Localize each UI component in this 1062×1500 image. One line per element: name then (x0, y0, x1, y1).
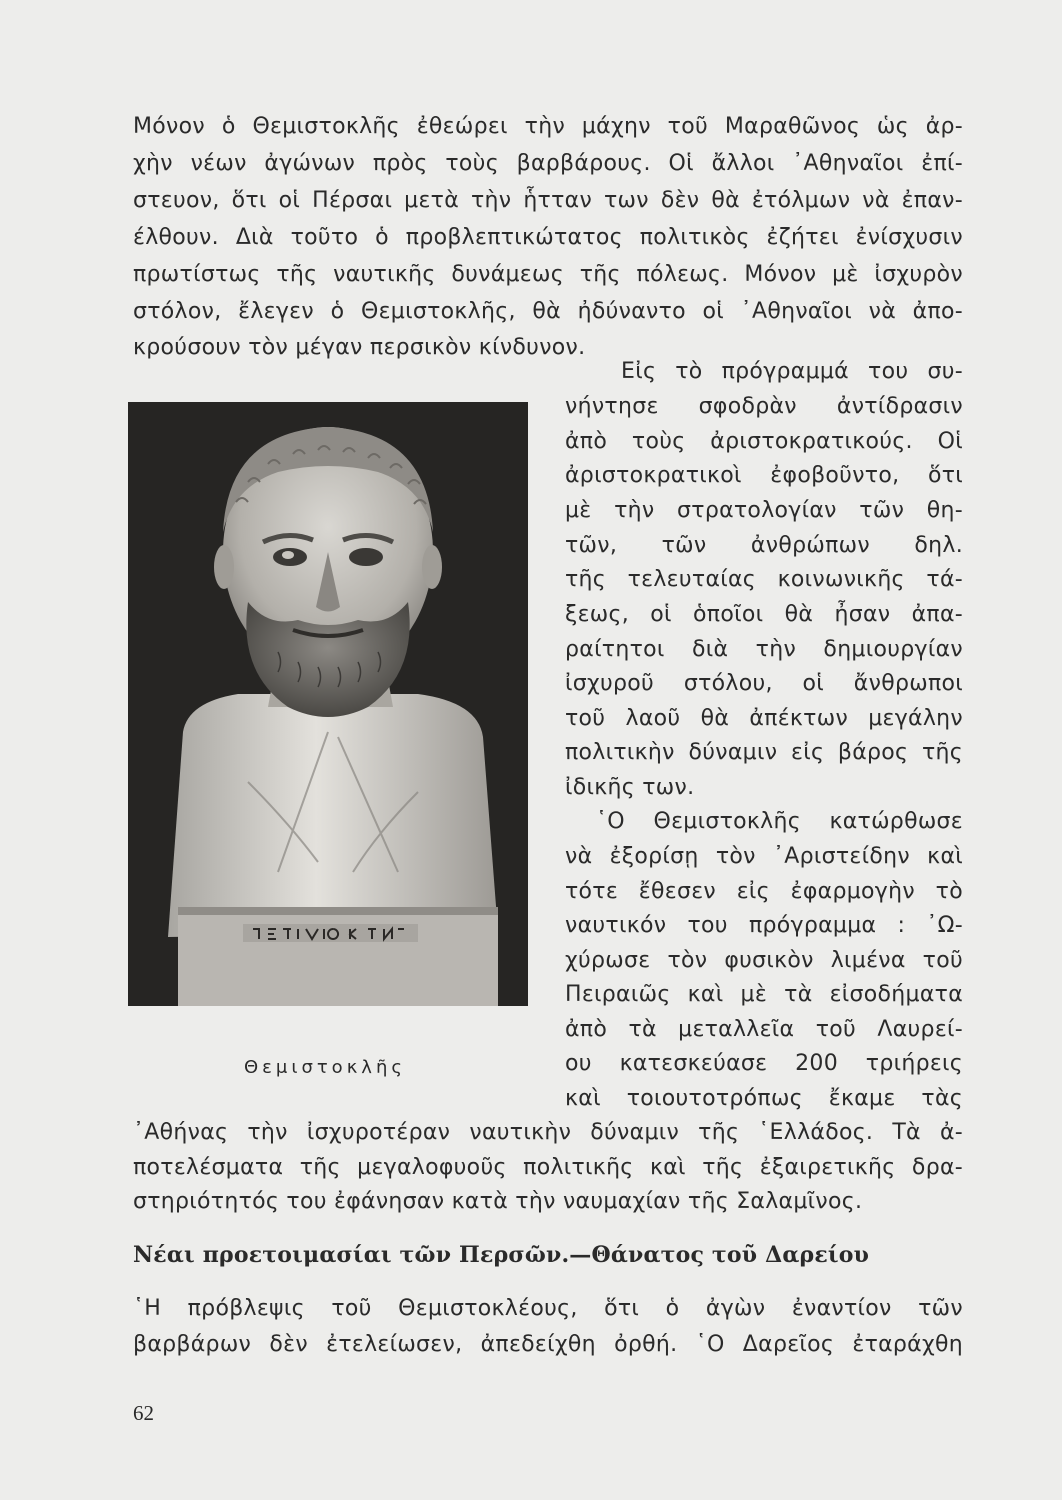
text-line: ραίτητοι διὰ τὴν δημιουργίαν (565, 637, 963, 662)
bust-photograph (128, 402, 528, 1006)
text-line: ἀριστοκρατικοὶ ἐφοβοῦντο, ὅτι (565, 463, 963, 488)
text-line: στόλον, ἔλεγεν ὁ Θεμιστοκλῆς, θὰ ἠδύναντο οἱ ᾿Αθηναῖοι νὰ ἀπο- (133, 299, 963, 324)
text-line: πολιτικὴν δύναμιν εἰς βάρος τῆς (565, 740, 963, 765)
text-line: Πειραιῶς καὶ μὲ τὰ εἰσοδήματα (565, 982, 963, 1007)
text-line: τοῦ λαοῦ θὰ ἀπέκτων μεγάλην (565, 706, 963, 731)
figure-caption: Θεμιστοκλῆς (244, 1057, 406, 1078)
text-line: στευον, ὅτι οἱ Πέρσαι μετὰ τὴν ἧτταν των δὲν θὰ ἐτόλμων νὰ ἐπαν- (133, 188, 963, 213)
page-number: 62 (133, 1401, 154, 1425)
text-line: ναυτικόν του πρόγραμμα : ᾿Ω- (565, 913, 963, 938)
text-line: ἀπὸ τὰ μεταλλεῖα τοῦ Λαυρεί- (565, 1017, 963, 1042)
text-line: βαρβάρων δὲν ἐτελείωσεν, ἀπεδείχθη ὀρθή. ῾Ο Δαρεῖος ἐταράχθη (133, 1332, 963, 1357)
text-line: ᾿Αθήνας τὴν ἰσχυροτέραν ναυτικὴν δύναμιν τῆς ῾Ελλάδος. Τὰ ἀ- (133, 1120, 963, 1145)
text-line: πρωτίστως τῆς ναυτικῆς δυνάμεως τῆς πόλεως. Μόνον μὲ ἰσχυρὸν (133, 262, 963, 287)
text-line: ποτελέσματα τῆς μεγαλοφυοῦς πολιτικῆς καὶ τῆς ἐξαιρετικῆς δρα- (133, 1155, 963, 1180)
text-line: στηριότητός του ἐφάνησαν κατὰ τὴν ναυμαχίαν τῆς Σαλαμῖνος. (133, 1189, 863, 1214)
text-line: μὲ τὴν στρατολογίαν τῶν θη- (565, 498, 963, 523)
text-line: κρούσουν τὸν μέγαν περσικὸν κίνδυνον. (133, 335, 586, 360)
text-line: έλθουν. Διὰ τοῦτο ὁ προβλεπτικώτατος πολιτικὸς ἐζήτει ἐνίσχυσιν (133, 225, 963, 250)
text-line: καὶ τοιουτοτρόπως ἔκαμε τὰς (565, 1086, 963, 1111)
text-line: ἀπὸ τοὺς ἀριστοκρατικούς. Οἱ (565, 429, 963, 454)
text-line: χὴν νέων ἀγώνων πρὸς τοὺς βαρβάρους. Οἱ ἄλλοι ᾿Αθηναῖοι ἐπί- (133, 151, 963, 176)
text-line: τῆς τελευταίας κοινωνικῆς τά- (565, 567, 963, 592)
inscription-logo (243, 924, 418, 942)
text-line: τότε ἔθεσεν εἰς ἐφαρμογὴν τὸ (565, 879, 963, 904)
section-heading: Νέαι προετοιμασίαι τῶν Περσῶν.—Θάνατος τοῦ Δαρείου (133, 1242, 870, 1268)
text-line: τῶν, τῶν ἀνθρώπων δηλ. (565, 533, 963, 558)
text-line: ἰσχυροῦ στόλου, οἱ ἄνθρωποι (565, 671, 963, 696)
text-line: νὰ ἐξορίσῃ τὸν ᾿Αριστείδην καὶ (565, 844, 963, 869)
text-line: ξεως, οἱ ὁποῖοι θὰ ἦσαν ἀπα- (565, 602, 963, 627)
text-line: ῾Ο Θεμιστοκλῆς κατώρθωσε (596, 809, 963, 834)
text-line: νήντησε σφοδρὰν ἀντίδρασιν (565, 394, 963, 419)
text-line: Μόνον ὁ Θεμιστοκλῆς ἐθεώρει τὴν μάχην τοῦ Μαραθῶνος ὡς ἀρ- (133, 114, 963, 139)
text-line: ῾Η πρόβλεψις τοῦ Θεμιστοκλέους, ὅτι ὁ ἀγὼν ἐναντίον τῶν (133, 1296, 963, 1321)
text-line: ἰδικῆς των. (565, 775, 695, 800)
text-line: Εἰς τὸ πρόγραμμά του συ- (621, 359, 963, 384)
text-line: χύρωσε τὸν φυσικὸν λιμένα τοῦ (565, 948, 963, 973)
text-line: ου κατεσκεύασε 200 τριήρεις (565, 1051, 963, 1076)
